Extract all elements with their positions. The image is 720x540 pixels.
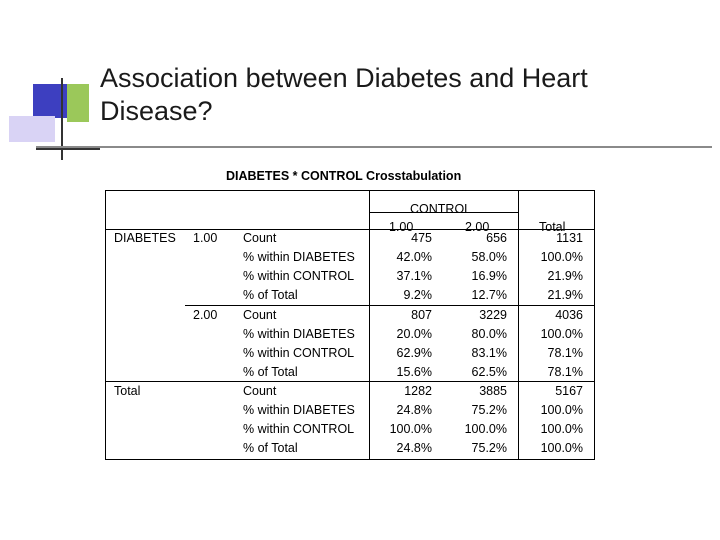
cell-value: 24.8% [396, 441, 432, 455]
col-divider-total [518, 190, 519, 460]
stat-label: % within DIABETES [243, 250, 355, 264]
stat-label: % within DIABETES [243, 403, 355, 417]
col-var-label: CONTROL [410, 202, 472, 216]
cell-value: 656 [486, 231, 507, 245]
slide-title-line1: Association between Diabetes and Heart [100, 63, 588, 93]
stat-label: % within CONTROL [243, 269, 355, 283]
cell-value: 78.1% [547, 365, 583, 379]
row-var-label: DIABETES [114, 231, 176, 245]
slide-title-line2: Disease? [100, 96, 213, 126]
cell-value: 9.2% [403, 288, 432, 302]
cell-value: 42.0% [396, 250, 432, 264]
cell-value: 100.0% [540, 441, 583, 455]
stat-label: % of Total [243, 441, 298, 455]
col-header-total: Total [539, 220, 566, 234]
cell-value: 12.7% [471, 288, 507, 302]
cell-value: 62.9% [396, 346, 432, 360]
table-caption: DIABETES * CONTROL Crosstabulation [226, 169, 462, 183]
total-divider [105, 381, 595, 382]
cell-value: 80.0% [471, 327, 507, 341]
col-header-2: 2.00 [465, 220, 490, 234]
cell-value: 4036 [555, 308, 583, 322]
stat-label: % of Total [243, 365, 298, 379]
cell-value: 20.0% [396, 327, 432, 341]
cell-value: 83.1% [471, 346, 507, 360]
stat-label: Count [243, 231, 277, 245]
slide-title [100, 62, 700, 128]
deco-horizontal-line [36, 148, 100, 150]
stat-label: Count [243, 308, 277, 322]
cell-value: 21.9% [547, 288, 583, 302]
cell-value: 100.0% [540, 327, 583, 341]
cell-value: 75.2% [471, 441, 507, 455]
cell-value: 100.0% [540, 403, 583, 417]
group-divider [185, 305, 595, 306]
cell-value: 16.9% [471, 269, 507, 283]
crosstab-table [105, 190, 595, 460]
stat-label: % within CONTROL [243, 346, 355, 360]
cell-value: 3885 [479, 384, 507, 398]
col-header-1: 1.00 [389, 220, 414, 234]
cell-value: 24.8% [396, 403, 432, 417]
stat-label: % of Total [243, 288, 298, 302]
cell-value: 58.0% [471, 250, 507, 264]
stat-label: % within CONTROL [243, 422, 355, 436]
cell-value: 62.5% [471, 365, 507, 379]
cell-value: 3229 [479, 308, 507, 322]
cell-value: 5167 [555, 384, 583, 398]
cell-value: 100.0% [540, 250, 583, 264]
stat-label: Count [243, 384, 277, 398]
cell-value: 100.0% [464, 422, 507, 436]
group-label-1: 1.00 [193, 231, 218, 245]
cell-value: 100.0% [540, 422, 583, 436]
deco-lavender-square [9, 116, 55, 142]
cell-value: 78.1% [547, 346, 583, 360]
cell-value: 475 [411, 231, 432, 245]
stat-label: % within DIABETES [243, 327, 355, 341]
header-rule [105, 229, 595, 230]
group-label-total: Total [114, 384, 141, 398]
cell-value: 37.1% [396, 269, 432, 283]
cell-value: 15.6% [396, 365, 432, 379]
cell-value: 807 [411, 308, 432, 322]
cell-value: 21.9% [547, 269, 583, 283]
cell-value: 75.2% [471, 403, 507, 417]
group-label-2: 2.00 [193, 308, 218, 322]
title-rule [36, 146, 712, 148]
cell-value: 1131 [556, 231, 583, 245]
col-divider-1 [369, 190, 370, 460]
cell-value: 100.0% [389, 422, 432, 436]
deco-green-square [67, 84, 89, 122]
cell-value: 1282 [404, 384, 432, 398]
